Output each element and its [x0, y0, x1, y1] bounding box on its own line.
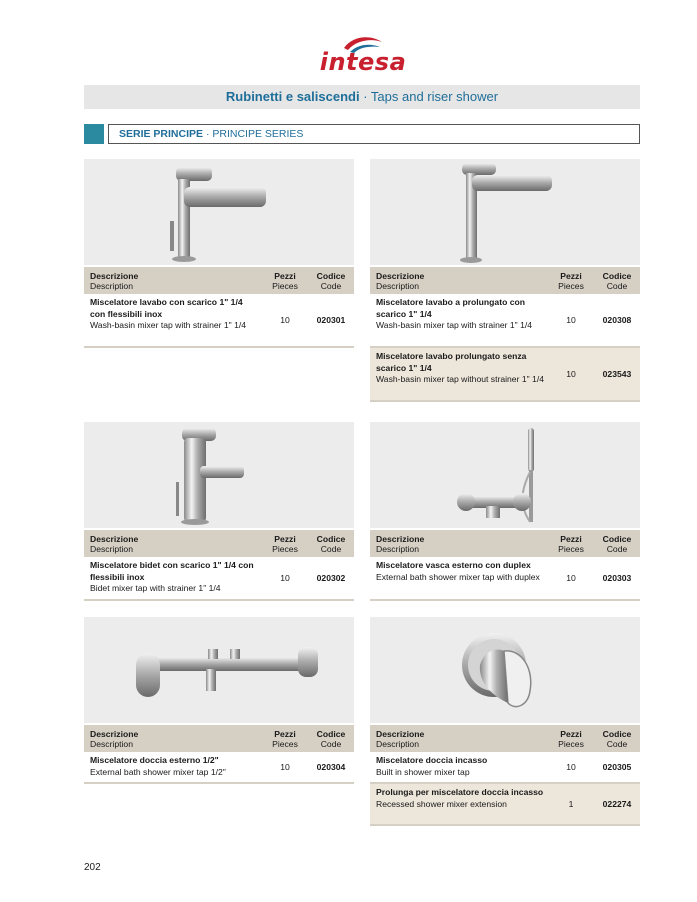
header-desc-en: Description — [90, 543, 133, 554]
product-name: Miscelatore bidet con scarico 1" 1/4 con flessibili inox — [90, 560, 254, 582]
header-pcs-en: Pieces — [272, 280, 298, 291]
tall-basin-mixer-tap-icon — [370, 159, 640, 265]
header-code-it: Codice — [602, 728, 632, 739]
product-name: Miscelatore doccia incasso — [376, 755, 488, 765]
header-pcs-en: Pieces — [558, 280, 584, 291]
product-description: Recessed shower mixer extension — [376, 798, 507, 809]
section-title-it: Rubinetti e saliscendi — [225, 89, 360, 104]
product-image-4 — [370, 422, 640, 528]
product-pieces: 10 — [280, 573, 290, 583]
table-header — [84, 530, 354, 557]
table-row — [370, 752, 640, 784]
table-row — [84, 752, 354, 784]
product-table-2 — [370, 267, 640, 402]
series-header — [108, 124, 640, 144]
product-pieces: 10 — [566, 573, 576, 583]
header-code-en: Code — [606, 543, 628, 554]
header-pcs-en: Pieces — [558, 738, 584, 749]
header-desc-en: Description — [90, 280, 133, 291]
header-pcs-it: Pezzi — [560, 270, 582, 281]
table-row — [370, 294, 640, 348]
header-desc-en: Description — [376, 280, 419, 291]
header-desc-it: Descrizione — [376, 270, 425, 281]
page-number: 202 — [84, 862, 101, 873]
product-code: 020301 — [316, 315, 346, 325]
header-code-it: Codice — [316, 728, 346, 739]
product-table-1 — [84, 267, 354, 348]
bath-shower-mixer-duplex-icon — [370, 422, 640, 528]
product-pieces: 1 — [568, 799, 574, 809]
product-table-4 — [370, 530, 640, 601]
header-pcs-en: Pieces — [272, 543, 298, 554]
product-description: Wash-basin mixer tap with strainer 1" 1/4 — [376, 320, 533, 330]
product-name: Miscelatore vasca esterno con duplex — [376, 560, 531, 570]
product-image-6 — [370, 617, 640, 723]
header-code-it: Codice — [316, 270, 346, 281]
product-pieces: 10 — [280, 315, 290, 325]
product-description: External bath shower mixer tap with duplex — [376, 571, 540, 582]
series-label-it: SERIE PRINCIPE — [119, 128, 204, 140]
table-header — [370, 725, 640, 752]
table-row — [84, 557, 354, 601]
product-image-5 — [84, 617, 354, 723]
header-code-en: Code — [320, 543, 342, 554]
header-pcs-it: Pezzi — [274, 728, 296, 739]
header-pcs-it: Pezzi — [274, 533, 296, 544]
header-code-it: Codice — [602, 533, 632, 544]
header-desc-it: Descrizione — [90, 533, 139, 544]
section-title-en: Taps and riser shower — [370, 89, 499, 104]
table-row — [84, 294, 354, 348]
intesa-logo — [318, 34, 408, 82]
product-pieces: 10 — [566, 762, 576, 772]
built-in-shower-mixer-icon — [370, 617, 640, 723]
product-image-2 — [370, 159, 640, 265]
product-name: Miscelatore doccia esterno 1/2" — [90, 755, 219, 765]
table-header — [84, 725, 354, 752]
header-code-it: Codice — [602, 270, 632, 281]
header-desc-en: Description — [376, 543, 419, 554]
product-code: 023543 — [602, 369, 632, 379]
product-description: External bath shower mixer tap 1/2" — [90, 766, 226, 777]
table-header — [370, 530, 640, 557]
header-desc-it: Descrizione — [376, 533, 425, 544]
logo-text: intesa — [319, 48, 407, 76]
series-label-en: PRINCIPE SERIES — [212, 128, 304, 140]
product-image-1 — [84, 159, 354, 265]
product-code: 020302 — [316, 573, 346, 583]
product-name: Prolunga per miscelatore doccia incasso — [376, 787, 544, 797]
series-label-separator: · — [203, 128, 213, 140]
external-shower-mixer-icon — [84, 617, 354, 723]
product-pieces: 10 — [280, 762, 290, 772]
table-header — [84, 267, 354, 294]
header-pcs-en: Pieces — [272, 738, 298, 749]
header-code-it: Codice — [316, 533, 346, 544]
header-desc-it: Descrizione — [376, 728, 425, 739]
header-code-en: Code — [606, 280, 628, 291]
table-row — [370, 557, 640, 601]
product-name: Miscelatore lavabo con scarico 1" 1/4 con flessibili inox — [90, 297, 243, 319]
header-pcs-en: Pieces — [558, 543, 584, 554]
product-pieces: 10 — [566, 315, 576, 325]
product-table-5 — [84, 725, 354, 784]
basin-mixer-tap-icon — [84, 159, 354, 265]
table-row — [370, 784, 640, 826]
product-table-6 — [370, 725, 640, 826]
table-row — [370, 348, 640, 402]
table-header — [370, 267, 640, 294]
product-description: Built in shower mixer tap — [376, 766, 470, 777]
header-desc-en: Description — [376, 738, 419, 749]
product-code: 022274 — [602, 799, 632, 809]
section-title-separator: · — [359, 89, 371, 104]
bidet-mixer-tap-icon — [84, 422, 354, 528]
product-pieces: 10 — [566, 369, 576, 379]
header-pcs-it: Pezzi — [560, 728, 582, 739]
product-code: 020304 — [316, 762, 346, 772]
header-code-en: Code — [320, 738, 342, 749]
header-desc-it: Descrizione — [90, 270, 139, 281]
header-pcs-it: Pezzi — [274, 270, 296, 281]
product-description: Wash-basin mixer tap without strainer 1" 1/4 — [376, 374, 544, 384]
header-code-en: Code — [320, 280, 342, 291]
product-code: 020305 — [602, 762, 632, 772]
header-desc-it: Descrizione — [90, 728, 139, 739]
product-name: Miscelatore lavabo prolungato senza scarico 1" 1/4 — [376, 351, 527, 373]
header-code-en: Code — [606, 738, 628, 749]
product-code: 020303 — [602, 573, 632, 583]
header-pcs-it: Pezzi — [560, 533, 582, 544]
product-description: Wash-basin mixer tap with strainer 1" 1/4 — [90, 320, 247, 330]
product-name: Miscelatore lavabo a prolungato con scarico 1" 1/4 — [376, 297, 525, 319]
product-table-3 — [84, 530, 354, 601]
section-title-bar — [84, 85, 640, 109]
product-image-3 — [84, 422, 354, 528]
product-description: Bidet mixer tap with strainer 1" 1/4 — [90, 583, 221, 593]
product-code: 020308 — [602, 315, 632, 325]
series-marker — [84, 124, 104, 144]
header-desc-en: Description — [90, 738, 133, 749]
